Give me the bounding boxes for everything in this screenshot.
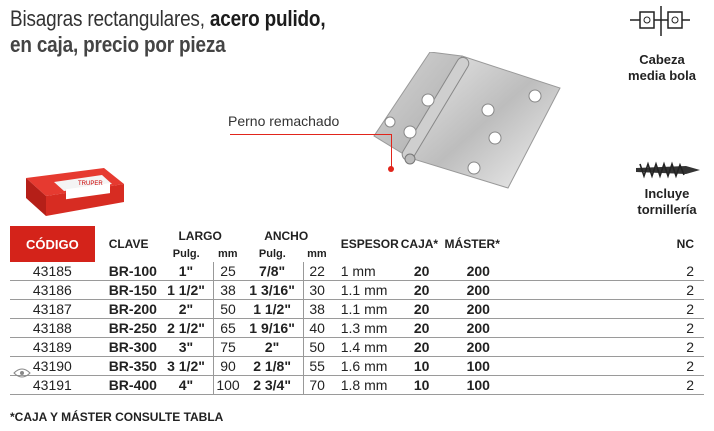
cell-ancho-pulg: 2 1/8" xyxy=(242,357,303,376)
product-box-image xyxy=(18,160,130,218)
cell-codigo: 43191 xyxy=(10,376,95,395)
cell-master: 100 xyxy=(444,357,513,376)
cell-largo-pulg: 3 1/2" xyxy=(159,357,214,376)
header-largo-mm: mm xyxy=(217,248,238,260)
title-bold: acero pulido, xyxy=(209,6,326,31)
table-row xyxy=(10,376,704,395)
header-caja: CAJA* xyxy=(400,237,439,251)
table-row xyxy=(10,300,704,319)
cell-caja: 20 xyxy=(400,338,444,357)
header-codigo: CÓDIGO xyxy=(10,226,95,262)
cell-largo-mm: 90 xyxy=(214,357,242,376)
cell-master: 100 xyxy=(444,376,513,395)
cell-codigo: 43190 xyxy=(10,357,95,376)
cell-clave: BR-300 xyxy=(95,338,159,357)
header-ancho-mm: mm xyxy=(307,248,327,260)
cell-largo-mm: 50 xyxy=(214,300,242,319)
cell-master: 200 xyxy=(444,281,513,300)
callout-perno-remachado: Perno remachado xyxy=(228,113,340,129)
cell-master: 200 xyxy=(444,319,513,338)
header-master: MÁSTER* xyxy=(444,237,500,251)
header-ancho: ANCHO xyxy=(264,229,309,243)
header-largo: LARGO xyxy=(178,229,222,243)
cell-nc: 2 xyxy=(513,376,704,395)
footnote: *CAJA Y MÁSTER CONSULTE TABLA xyxy=(10,410,224,424)
cell-caja: 20 xyxy=(400,300,444,319)
cell-ancho-pulg: 1 9/16" xyxy=(242,319,303,338)
cell-clave: BR-250 xyxy=(95,319,159,338)
screw-icon xyxy=(636,160,700,180)
cell-espesor: 1.6 mm xyxy=(331,357,400,376)
cell-largo-pulg: 3" xyxy=(159,338,214,357)
cell-nc: 2 xyxy=(513,319,704,338)
table-row xyxy=(10,319,704,338)
cell-espesor: 1 mm xyxy=(331,262,400,281)
callout-dot xyxy=(388,166,394,172)
table-row xyxy=(10,281,704,300)
cell-master: 200 xyxy=(444,300,513,319)
cell-espesor: 1.1 mm xyxy=(331,281,400,300)
cell-largo-pulg: 1 1/2" xyxy=(159,281,214,300)
cell-caja: 20 xyxy=(400,281,444,300)
cell-espesor: 1.8 mm xyxy=(331,376,400,395)
cell-caja: 20 xyxy=(400,262,444,281)
cell-largo-pulg: 2" xyxy=(159,300,214,319)
cell-ancho-mm: 22 xyxy=(303,262,331,281)
cell-largo-mm: 75 xyxy=(214,338,242,357)
callout-leader-h xyxy=(230,134,392,135)
title-regular: Bisagras rectangulares, xyxy=(10,6,210,31)
cell-codigo: 43187 xyxy=(10,300,95,319)
cell-nc: 2 xyxy=(513,281,704,300)
cell-caja: 10 xyxy=(400,357,444,376)
header-ancho-pulg: Pulg. xyxy=(258,248,286,260)
cell-ancho-mm: 30 xyxy=(303,281,331,300)
cabeza-line1: Cabeza xyxy=(639,52,685,67)
header-nc: NC xyxy=(676,237,694,251)
table-row xyxy=(10,357,704,376)
cell-espesor: 1.3 mm xyxy=(331,319,400,338)
cell-ancho-mm: 50 xyxy=(303,338,331,357)
cabeza-line2: media bola xyxy=(628,68,696,83)
eye-icon xyxy=(13,368,31,378)
table-row xyxy=(10,262,704,281)
title-line2: en caja, precio por pieza xyxy=(10,32,226,57)
cell-codigo: 43186 xyxy=(10,281,95,300)
cell-ancho-pulg: 2" xyxy=(242,338,303,357)
cell-largo-mm: 100 xyxy=(214,376,242,395)
cell-ancho-mm: 40 xyxy=(303,319,331,338)
cell-master: 200 xyxy=(444,338,513,357)
cell-espesor: 1.1 mm xyxy=(331,300,400,319)
cell-nc: 2 xyxy=(513,300,704,319)
header-espesor: ESPESOR xyxy=(340,237,399,251)
header-largo-pulg: Pulg. xyxy=(172,248,200,260)
cell-nc: 2 xyxy=(513,357,704,376)
cell-ancho-pulg: 1 3/16" xyxy=(242,281,303,300)
cell-clave: BR-350 xyxy=(95,357,159,376)
cabeza-label xyxy=(614,52,710,84)
cell-largo-mm: 25 xyxy=(214,262,242,281)
cell-ancho-pulg: 7/8" xyxy=(242,262,303,281)
box-brand: TRUPER xyxy=(78,181,103,187)
cell-clave: BR-400 xyxy=(95,376,159,395)
hinge-image xyxy=(370,52,570,202)
cell-nc: 2 xyxy=(513,338,704,357)
cell-largo-pulg: 1" xyxy=(159,262,214,281)
product-table xyxy=(10,226,704,395)
cell-ancho-pulg: 1 1/2" xyxy=(242,300,303,319)
cell-clave: BR-150 xyxy=(95,281,159,300)
cell-ancho-mm: 55 xyxy=(303,357,331,376)
table-row xyxy=(10,338,704,357)
tornilleria-line2: tornillería xyxy=(637,202,697,217)
cell-codigo: 43188 xyxy=(10,319,95,338)
tornilleria-label xyxy=(620,186,714,218)
cell-clave: BR-200 xyxy=(95,300,159,319)
header-clave: CLAVE xyxy=(108,237,149,251)
cell-master: 200 xyxy=(444,262,513,281)
cell-ancho-pulg: 2 3/4" xyxy=(242,376,303,395)
cell-largo-pulg: 2 1/2" xyxy=(159,319,214,338)
tornilleria-line1: Incluye xyxy=(644,186,690,201)
cell-caja: 20 xyxy=(400,319,444,338)
cell-largo-pulg: 4" xyxy=(159,376,214,395)
page-title xyxy=(10,6,325,58)
cell-largo-mm: 65 xyxy=(214,319,242,338)
cell-codigo: 43189 xyxy=(10,338,95,357)
callout-leader-v xyxy=(391,134,392,168)
cell-codigo: 43185 xyxy=(10,262,95,281)
cell-ancho-mm: 70 xyxy=(303,376,331,395)
cell-espesor: 1.4 mm xyxy=(331,338,400,357)
cell-caja: 10 xyxy=(400,376,444,395)
cell-nc: 2 xyxy=(513,262,704,281)
cell-clave: BR-100 xyxy=(95,262,159,281)
cell-ancho-mm: 38 xyxy=(303,300,331,319)
cabeza-media-bola-icon xyxy=(630,6,690,46)
cell-largo-mm: 38 xyxy=(214,281,242,300)
